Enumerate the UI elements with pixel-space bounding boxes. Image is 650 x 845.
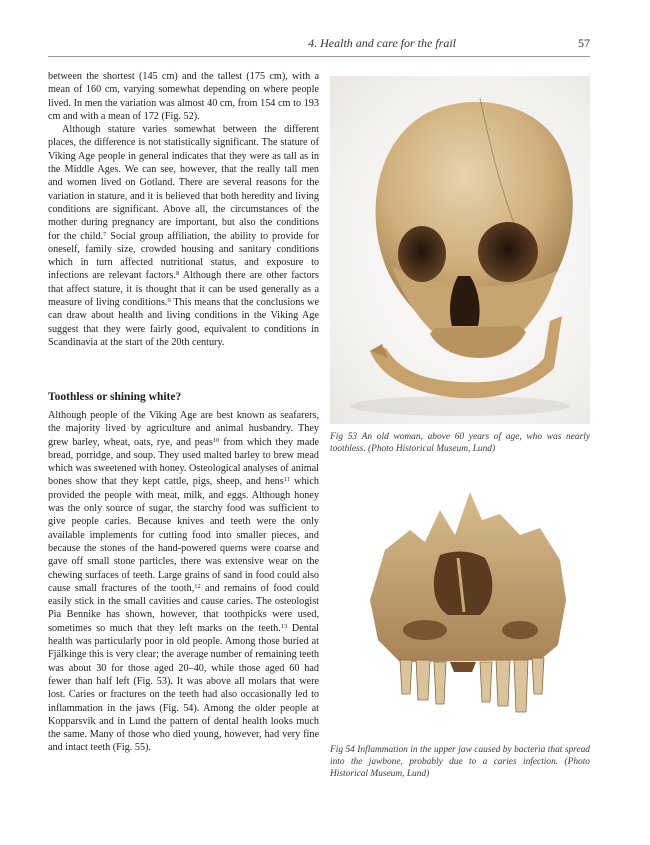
- section-text-column: [48, 409, 319, 755]
- text-run: Although stature varies somewhat between the different places, the difference is not statistically significant. The stature of Viking Age people in general indicates that they were as tall as in the Middle Ages. We can see, however, that the really tall men and women lived on Gotland. There are several reasons for the variation in stature, and it is believed that both heredity and living conditions are significant. Above all, the circumstances of the mother during pregnancy are important, but also the conditions for the child.: [48, 124, 319, 242]
- running-header-title: 4. Health and care for the frail: [308, 36, 456, 50]
- text-run: Although people of the Viking Age are best known as seafarers, the majority lived by agriculture and animal husbandry. They grew barley, wheat, oats, rye, and peas: [48, 410, 319, 448]
- footnote-ref-12: 12: [194, 582, 201, 590]
- upper-jaw-illustration: [330, 480, 590, 738]
- footnote-ref-13: 13: [280, 622, 288, 630]
- figure-53-caption: Fig 53 An old woman, above 60 years of age, who was nearly toothless. (Photo Historical Museum, Lund): [330, 432, 590, 455]
- text-run: Social group affiliation, the ability to provide for oneself, family size, crowded housing and sanitary conditions which in turn affected nutritional status, and exposure to infections are relevant factors.: [48, 230, 319, 282]
- footnote-ref-8: 8: [175, 270, 180, 278]
- intro-text-column: [48, 70, 319, 349]
- intro-paragraph-1: between the shortest (145 cm) and the tallest (175 cm), with a mean of 160 cm, varying somewhat depending on where people lived. In men the variation was almost 40 cm, from 154 cm to 193 cm and with a mean of 172 (Fig. 52).: [48, 71, 319, 122]
- footnote-ref-11: 11: [283, 476, 290, 484]
- text-run: Although there are other factors that affect stature, it is thought that it can be used generally as a measure of living conditions.: [48, 270, 319, 309]
- text-run: This means that the conclusions we can draw about health and living conditions in the Viking Age suggest that they were fairly good, equivalent to conditions in Scandinavia at the start of the 20th century.: [48, 297, 319, 348]
- upper-jaw-photo: [330, 480, 590, 738]
- footnote-ref-10: 10: [212, 436, 220, 444]
- header-rule: [48, 56, 590, 57]
- page-number: 57: [578, 36, 590, 50]
- footnote-ref-7: 7: [103, 230, 107, 238]
- skull-photo: [330, 76, 590, 424]
- text-run: from which they made bread, porridge, and soup. They used malted barley to brew mead which was sweetened with honey. Osteological analyses of animal bones show that they kept cattle, pigs, sheep, and hens: [48, 436, 319, 488]
- figure-54-caption: Fig 54 Inflammation in the upper jaw caused by bacteria that spread into the jawbone, probably due to a caries infection. (Photo Historical Museum, Lund): [330, 745, 590, 780]
- footnote-ref-9: 9: [167, 297, 171, 305]
- skull-illustration: [330, 76, 590, 424]
- text-run: which provided the people with meat, milk, and eggs. Although honey was the only source of sugar, the starchy food was sufficient to give people caries. Because knives and teeth were the only available implements for cutting food into smaller pieces, and because the stones of the hand-powered querns were coarse and gave off small stone particles, there was extensive wear on the chewing surfaces of teeth. Large grains of sand in food could also cause small fractures of the tooth,: [48, 476, 319, 594]
- section-paragraph: [48, 409, 319, 755]
- section-heading: Toothless or shining white?: [48, 391, 182, 403]
- text-run: and remains of food could easily stick in the small cavities and cause caries. The osteologist Pia Bennike has shown, however, that toothpicks were used, sometimes so much that they left marks on the teeth.: [48, 582, 319, 634]
- text-run: Dental health was particularly poor in old people. Among those buried at Fjälkinge this is very clear; the average number of remaining teeth was about 30 for those aged 20–40, while those aged 60 had fewer than half left (Fig. 53). It was above all molars that were lost. Caries or fractures on the teeth had also occasionally led to inflammation in the jaws (Fig. 54). Among the older people at Kopparsvik and in Lund the pattern of dental health looks much the same. Many of those who died young, however, had very fine and intact teeth (Fig. 55).: [48, 622, 320, 754]
- intro-paragraph-2: [48, 123, 319, 349]
